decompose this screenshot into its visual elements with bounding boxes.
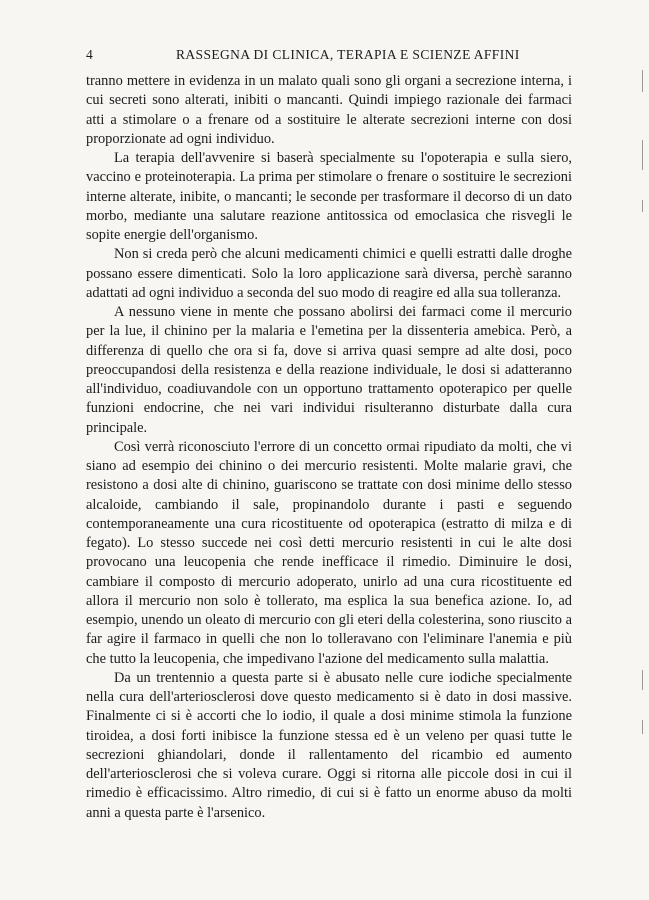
scan-mark [642,670,643,690]
scan-mark [642,200,643,212]
scan-mark [642,720,643,734]
page-number: 4 [86,47,94,62]
body-text [86,72,572,823]
scan-mark [642,70,643,92]
scan-mark [642,140,643,170]
document-page [86,38,572,823]
paragraph: tranno mettere in evidenza in un malato quali sono gli organi a secrezione interna, i cui secreti sono alterati, inibiti o mancanti. Quindi impiego razionale dei farmaci atti a stimolare o a frenare od a sostituire le alterate secrezioni interne con dosi proporzionate ad ogni individuo. [86,73,572,147]
page-header [86,38,572,62]
paragraph: Da un trentennio a questa parte si è abusato nelle cure iodiche specialmente nella cura dell'arteriosclerosi dove questo medicamento si è dato in dosi massive. Finalmente ci si è accorti che lo iodio, il quale a dosi minime stimola la funzione tiroidea, a dosi forti inibisce la funzione stessa ed è un veleno per quasi tutte le secrezioni ghiandolari, donde il rallentamento del ricambio ed aumento dell'arteriosclerosi che si voleva curare. Oggi si ritorna alle piccole dosi in cui il rimedio è efficacissimo. Altro rimedio, di cui si è fatto un enorme abuso da molti anni a questa parte è l'arsenico. [86,669,572,821]
paragraph: La terapia dell'avvenire si baserà specialmente su l'opoterapia e sulla siero, vaccino e proteinoterapia. La prima per stimolare o frenare o sostituire le secrezioni interne alterate, inibite, o mancanti; le seconde per trasformare il decorso di un dato morbo, mediante una salutare reazione antitossica od emoclasica che risvegli le sopite energie dell'organismo. [86,150,572,243]
scan-margin-marks [637,60,643,760]
paragraph: Così verrà riconosciuto l'errore di un concetto ormai ripudiato da molti, che vi siano ad esempio dei chinino o dei mercurio resistenti. Molte malarie gravi, che resistono a dosi alte di chinino, guariscono se trattate con dosi minime dello stesso alcaloide, cambiando il sale, propinandolo durante i pasti e seguendo contemporaneamente una cura ricostituente od opoterapica (estratto di milza e di fegato). Lo stesso succede nei così detti mercurio resistenti in cui le alte dosi provocano una leucopenia che rende inefficace il rimedio. Diminuire le dosi, cambiare il composto di mercurio adoperato, unirlo ad una cura ricostituente ed allora il mercurio non solo è tollerato, ma esplica la sua benefica azione. Io, ad esempio, unendo un oleato di mercurio con gli eteri della colesterina, sono riuscito a far agire il farmaco in quelli che non lo tolleravano con l'eliminare l'anemia e più che tutto la leucopenia, che impedivano l'azione del medicamento sulla malattia. [86,438,572,667]
running-title: RASSEGNA DI CLINICA, TERAPIA E SCIENZE AFFINI [176,47,520,62]
paragraph: Non si creda però che alcuni medicamenti chimici e quelli estratti dalle droghe possano essere dimenticati. Solo la loro applicazione sarà diversa, perchè saranno adattati ad ogni individuo a seconda del suo modo di reagire ed alla sua tolleranza. [86,246,572,301]
paragraph: A nessuno viene in mente che possano abolirsi dei farmaci come il mercurio per la lue, il chinino per la malaria e l'emetina per la dissenteria amebica. Però, a differenza di quello che ora si fa, dove si arriva quasi sempre ad alte dosi, poco preoccupandosi della resistenza e della reazione individuale, le dosi si adatteranno all'individuo, coadiuvandole con un opportuno trattamento opoterapico per quelle funzioni endocrine, che nei vari individui risulteranno disturbate dalla cura principale. [86,304,572,436]
